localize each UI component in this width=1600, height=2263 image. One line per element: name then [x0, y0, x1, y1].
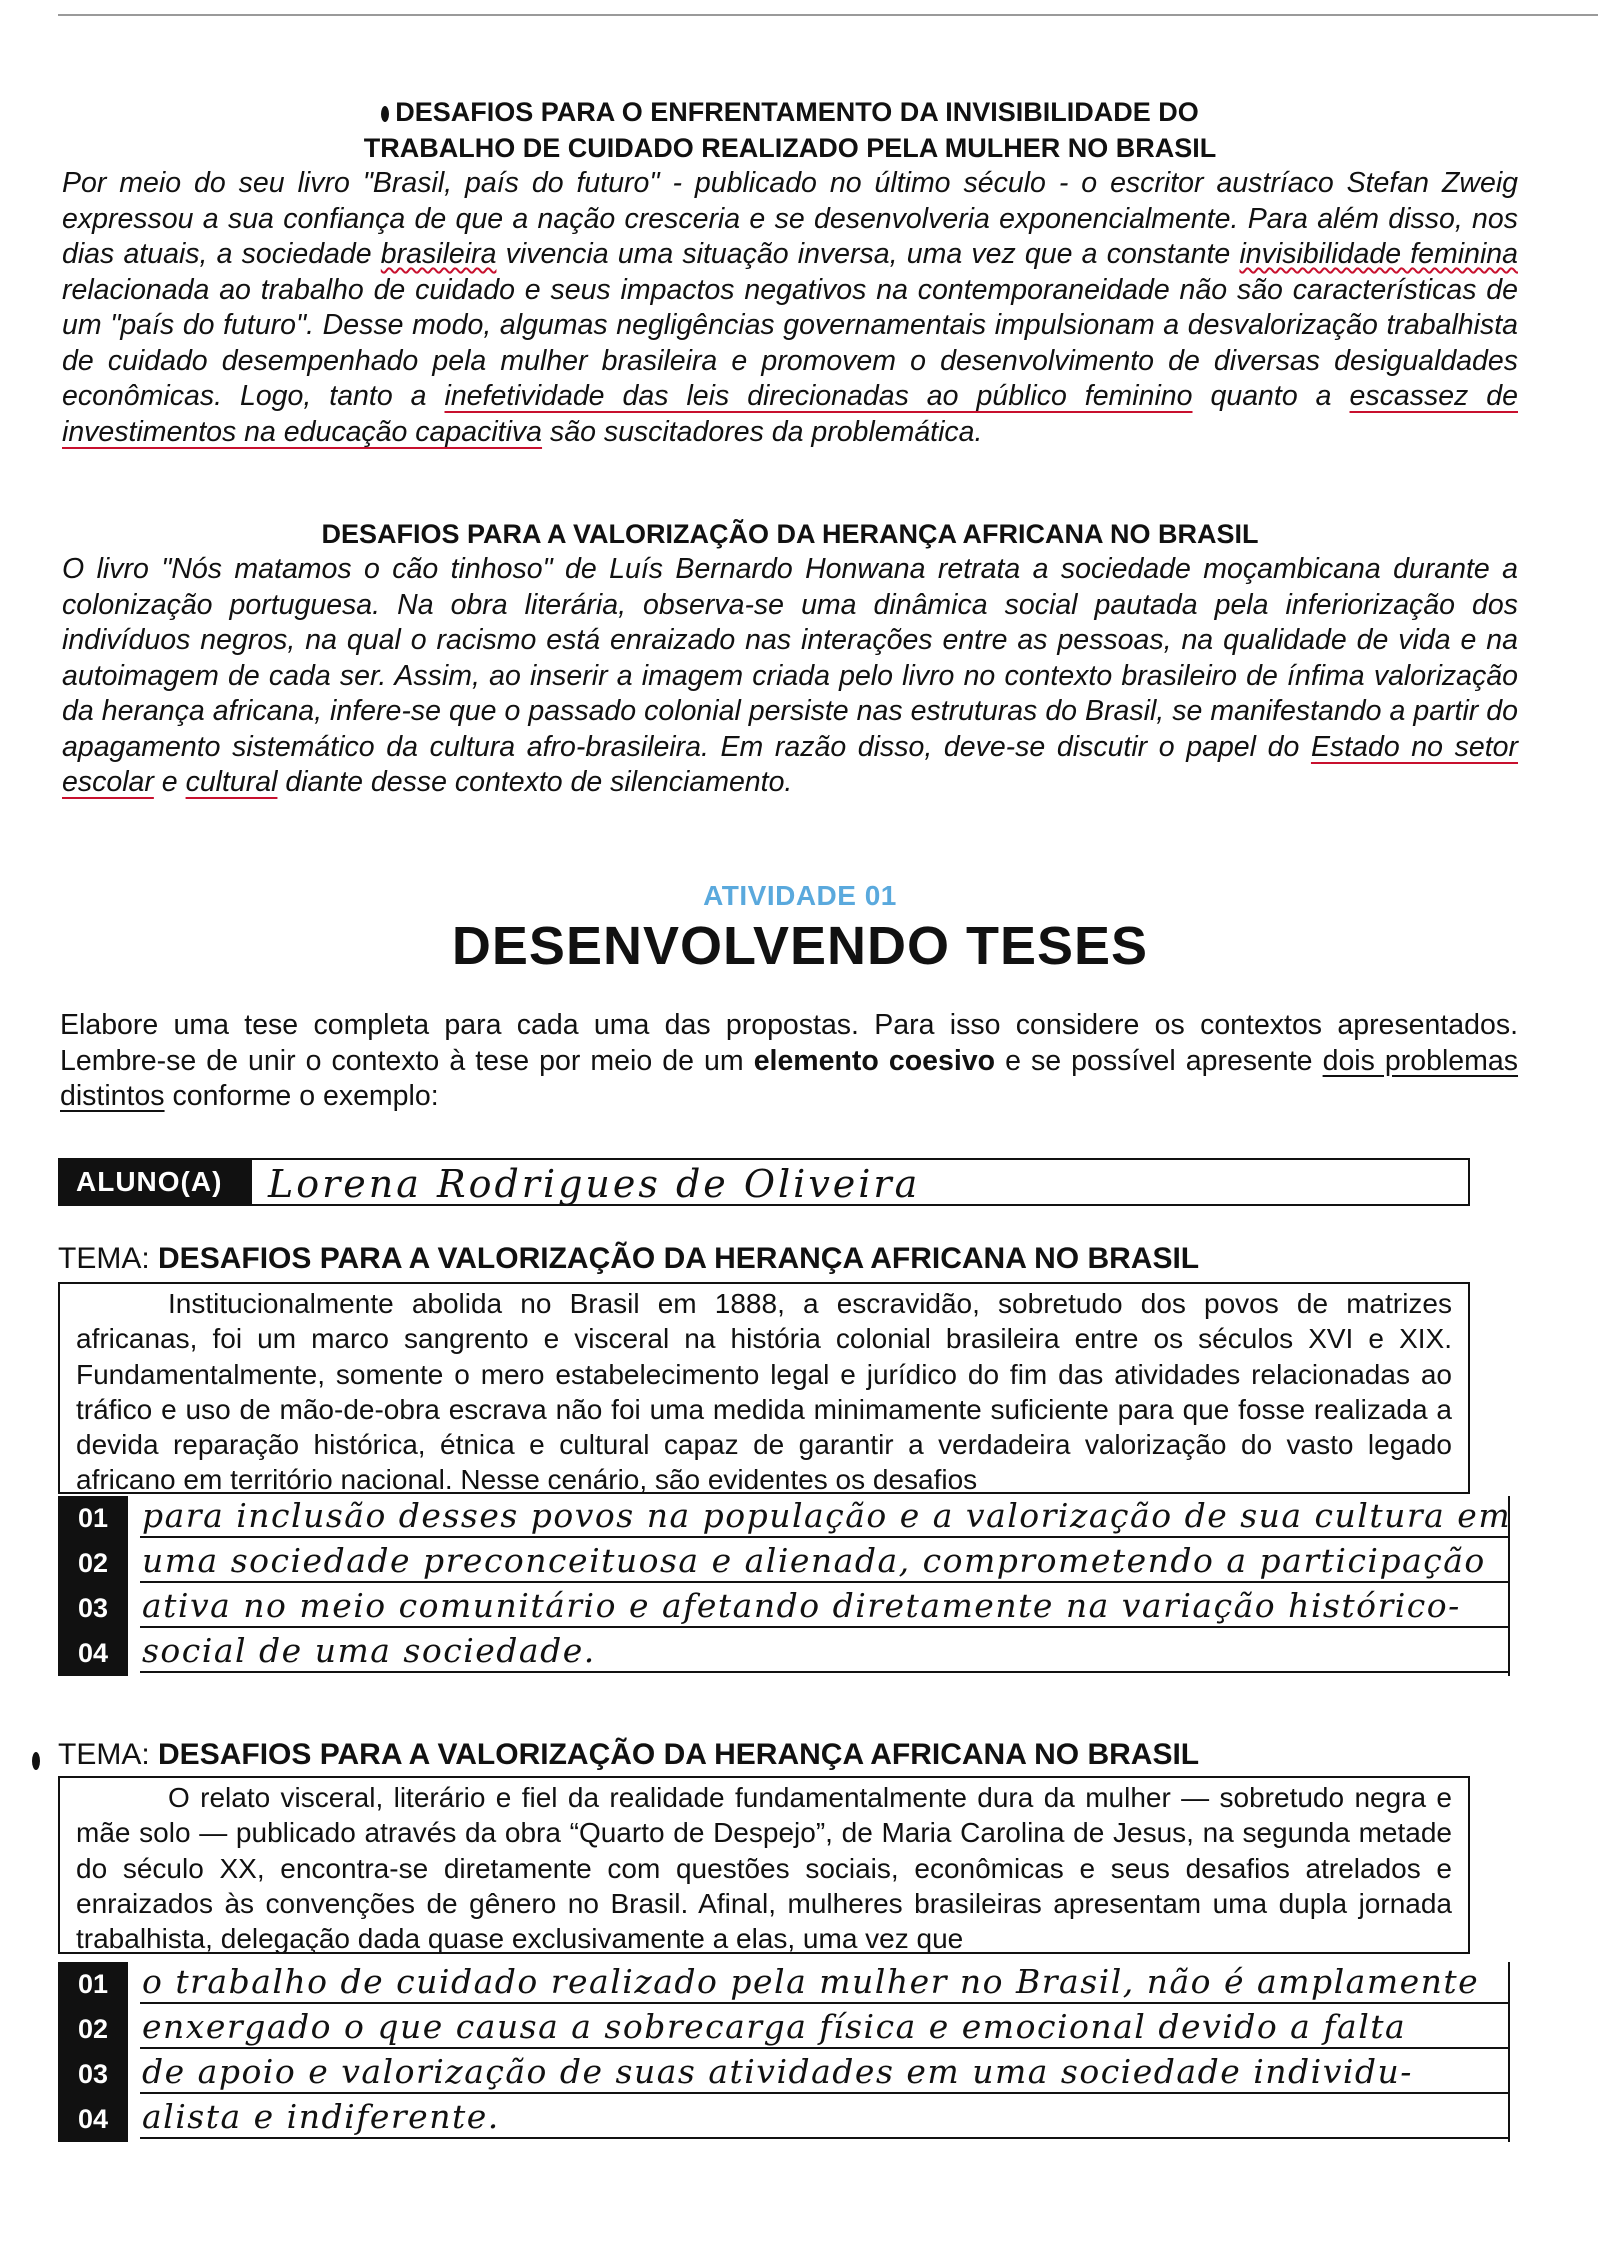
- section2-heading: DESAFIOS PARA A VALORIZAÇÃO DA HERANÇA AFRICANA NO BRASIL: [321, 519, 1259, 549]
- section1-heading-line1: DESAFIOS PARA O ENFRENTAMENTO DA INVISIBILIDADE DO: [395, 97, 1199, 127]
- section2-underlined-phrase: Estado no setor escolar: [62, 730, 1518, 798]
- instructions-underlined: dois problemas distintos: [60, 1044, 1519, 1112]
- tema-prefix: TEMA:: [58, 1242, 159, 1275]
- line-number: 01: [58, 1496, 128, 1541]
- tema1-context-text: Institucionalmente abolida no Brasil em 1888, a escravidão, sobretudo dos povos de matrizes africanas, foi um marco sangrento e visceral na história colonial brasileira entre os séculos XVI e XIX. Fundamentalmente, somente o mero estabelecimento legal e jurídico do fim das atividades relacionadas ao tráfico e uso de mão-de-obra escrava não foi uma medida minimamente suficiente para que fosse realizada a devida reparação histórica, étnica e cultural capaz de garantir a verdadeira valorização do vasto legado africano em território nacional. Nesse cenário, são evidentes os desafios: [76, 1288, 1452, 1496]
- line-number: 03: [58, 1586, 128, 1631]
- activity-instructions: [60, 1008, 1518, 1115]
- answer-line[interactable]: [58, 1631, 1510, 1676]
- answer-line[interactable]: [58, 2052, 1510, 2097]
- tema-prefix: TEMA:: [58, 1738, 159, 1771]
- section1-text: vivencia uma situação inversa, uma vez que a constante: [496, 238, 1240, 270]
- line-number: 03: [58, 2052, 128, 2097]
- answer-line[interactable]: [58, 1586, 1510, 1631]
- instructions-bold: elemento coesivo: [753, 1044, 996, 1077]
- instructions-text: conforme o exemplo:: [164, 1080, 439, 1112]
- line-number: 01: [58, 1962, 128, 2007]
- student-name-handwritten: Lorena Rodrigues de Oliveira: [268, 1162, 921, 1206]
- section1-text: Por meio do seu livro "Brasil, país do futuro" - publicado no último século - o escritor austríaco Stefan Zweig expressou a sua confiança de que a nação cresceria e se desenvolveria exponencialmente. Para além disso, nos dias atuais, a sociedade: [62, 167, 1518, 270]
- answer-line[interactable]: [58, 2097, 1510, 2142]
- line-number: 04: [58, 2097, 128, 2142]
- section1-heading-line2: TRABALHO DE CUIDADO REALIZADO PELA MULHER NO BRASIL: [363, 133, 1217, 163]
- handwritten-text: para inclusão desses povos na população e a valorização de sua cultura em: [142, 1496, 1512, 1535]
- section1-text: quanto a: [1192, 380, 1350, 412]
- section2-text: e: [153, 766, 186, 798]
- tema2-context-text: O relato visceral, literário e fiel da realidade fundamentalmente dura da mulher — sobretudo negra e mãe solo — publicado através da obra “Quarto de Despejo”, de Maria Carolina de Jesus, na segunda metade do século XX, encontra-se diretamente com questões sociais, econômicas e seus desafios atrelados e enraizados às convenções de gênero no Brasil. Afinal, mulheres brasileiras apresentam uma dupla jornada trabalhista, delegação dada quase exclusivamente a elas, uma vez que: [76, 1782, 1452, 1955]
- tema-title: DESAFIOS PARA A VALORIZAÇÃO DA HERANÇA AFRICANA NO BRASIL: [158, 1242, 1200, 1275]
- section1-marked-word: brasileira: [380, 238, 497, 270]
- handwritten-text: ativa no meio comunitário e afetando diretamente na variação histórico-: [142, 1586, 1461, 1625]
- bullet-dot: [32, 1752, 40, 1770]
- tema2-context-box: [58, 1776, 1470, 1954]
- handwritten-text: uma sociedade preconceituosa e alienada, comprometendo a participação: [142, 1541, 1486, 1580]
- line-number: 02: [58, 1541, 128, 1586]
- section1-text: relacionada ao trabalho de cuidado e seus impactos negativos na contemporaneidade não são características de um "país do futuro". Desse modo, algumas negligências governamentais impulsionam a desvalorização trabalhista de cuidado desempenhado pela mulher brasileira e promovem o desenvolvimento de diversas desigualdades econômicas. Logo, tanto a: [62, 273, 1518, 412]
- answer-line[interactable]: [58, 1962, 1510, 2007]
- line-number: 04: [58, 1631, 128, 1676]
- section1-marked-phrase: invisibilidade feminina: [1239, 238, 1518, 270]
- instructions-text: Elabore uma tese completa para cada uma das propostas. Para isso considere os contextos apresentados. Lembre-se de unir o contexto à tese por meio de um: [60, 1009, 1518, 1077]
- tema1-heading: [58, 1242, 1199, 1276]
- handwritten-text: o trabalho de cuidado realizado pela mulher no Brasil, não é amplamente: [142, 1962, 1480, 2001]
- handwritten-text: social de uma sociedade.: [142, 1631, 596, 1670]
- section2-paragraph: [62, 552, 1518, 801]
- top-rule: [58, 14, 1598, 16]
- handwritten-text: de apoio e valorização de suas atividades em uma sociedade individu-: [142, 2052, 1413, 2091]
- tema2-answer-lines[interactable]: [58, 1962, 1510, 2142]
- tema1-answer-lines[interactable]: [58, 1496, 1510, 1676]
- answer-line[interactable]: [58, 2007, 1510, 2052]
- tema2-heading: [58, 1738, 1199, 1772]
- section1-paragraph: [62, 166, 1518, 450]
- section1-underlined-problem-2: escassez de investimentos na educação capacitiva: [62, 380, 1518, 448]
- section2-text: diante desse contexto de silenciamento.: [277, 766, 793, 798]
- handwritten-text: enxergado o que causa a sobrecarga física e emocional devido a falta: [142, 2007, 1407, 2046]
- tema-title: DESAFIOS PARA A VALORIZAÇÃO DA HERANÇA AFRICANA NO BRASIL: [158, 1738, 1200, 1771]
- section2-underlined-word: cultural: [185, 766, 278, 798]
- answer-line[interactable]: [58, 1496, 1510, 1541]
- activity-label: ATIVIDADE 01: [703, 880, 897, 911]
- handwritten-text: alista e indiferente.: [142, 2097, 500, 2136]
- activity-title: DESENVOLVENDO TESES: [451, 916, 1149, 976]
- tema1-context-box: [58, 1282, 1470, 1494]
- student-label: ALUNO(A): [60, 1160, 252, 1204]
- section2-text: O livro "Nós matamos o cão tinhoso" de Luís Bernardo Honwana retrata a sociedade moçambicana durante a colonização portuguesa. Na obra literária, observa-se uma dinâmica social pautada pela inferiorização dos indivíduos negros, na qual o racismo está enraizado nas interações entre as pessoas, na qualidade de vida e na autoimagem de cada ser. Assim, ao inserir a imagem criada pelo livro no contexto brasileiro de ínfima valorização da herança africana, infere-se que o passado colonial persiste nas estruturas do Brasil, se manifestando a partir do apagamento sistemático da cultura afro-brasileira. Em razão disso, deve-se discutir o papel do: [62, 553, 1518, 763]
- answer-line[interactable]: [58, 1541, 1510, 1586]
- section1-text: são suscitadores da problemática.: [542, 415, 983, 448]
- instructions-text: e se possível apresente: [995, 1044, 1323, 1077]
- section1-heading: [60, 94, 1520, 166]
- line-number: 02: [58, 2007, 128, 2052]
- bullet-dot: [381, 106, 389, 122]
- student-field[interactable]: [58, 1158, 1470, 1206]
- section1-underlined-problem-1: inefetividade das leis direcionadas ao público feminino: [444, 380, 1193, 412]
